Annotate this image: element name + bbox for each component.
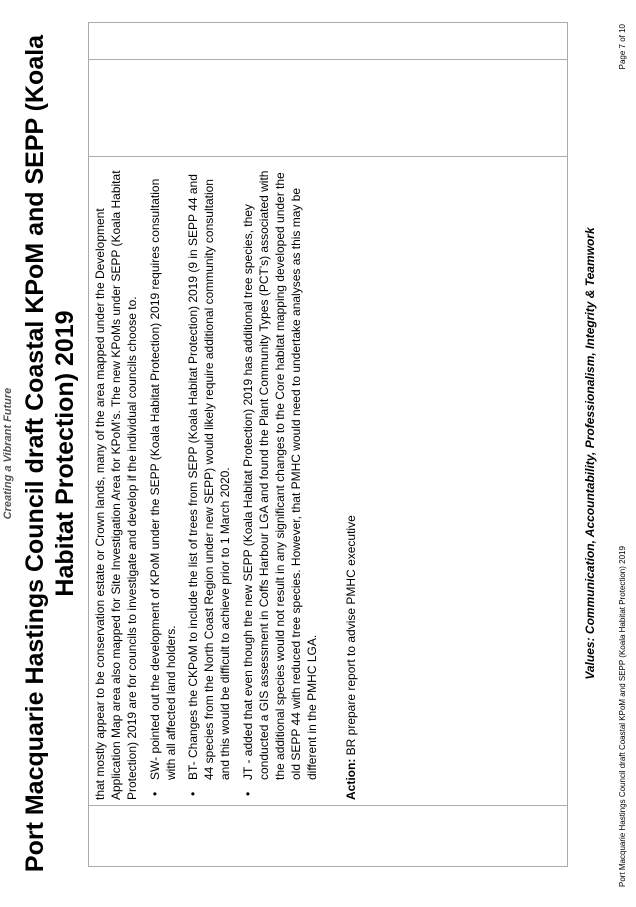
column-divider xyxy=(89,59,567,60)
page-title: Port Macquarie Hastings Council draft Coastal KPoM and SEPP (Koala Habitat Protection) 2019 xyxy=(21,34,79,873)
footer-document-title: Port Macquarie Hastings Council draft Coastal KPoM and SEPP (Koala Habitat Protection) 2019 xyxy=(618,546,627,887)
action-text: BR prepare report to advise PMHC executive xyxy=(343,515,358,759)
action-line xyxy=(343,162,359,800)
action-label: Action: xyxy=(343,758,358,800)
bullet-list xyxy=(147,162,321,800)
minutes-table xyxy=(88,22,568,867)
list-item: • SW- pointed out the development of KPoM under the SEPP (Koala Habitat Protection) 2019 requires consultation with all affected land holders. xyxy=(147,162,179,800)
tagline: Creating a Vibrant Future xyxy=(2,387,14,520)
list-item: • BT- Changes the CKPoM to include the list of trees from SEPP (Koala Habitat Protection) 2019 (9 in SEPP 44 and 44 species from the North Coast Region under new SEPP) would likely require additional community consultation and this would be difficult to achieve prior to 1 March 2020. xyxy=(185,162,234,800)
column-divider xyxy=(89,156,567,157)
values-statement: Values: Communication, Accountability, Professionalism, Integrity & Teamwork xyxy=(583,227,597,680)
intro-paragraph: that mostly appear to be conservation estate or Crown lands, many of the area mapped under the Development Application Map area also mapped for Site Investigation Area for KPoM's. The new KPoMs under SEPP (Koala Habitat Protection) 2019 are for councils to investigate and develop if the individual councils choose to. xyxy=(93,170,140,800)
column-divider xyxy=(89,805,567,806)
list-item: • JT - added that even though the new SEPP (Koala Habitat Protection) 2019 has additional tree species, they conducted a GIS assessment in Coffs Harbour LGA and found the Plant Community Types (PCT's) associated with the additional species would not result in any significant changes to the Core habitat mapping developed under the old SEPP 44 with reduced tree species. However, that PMHC would need to undertake analyses as this may be different in the PMHC LGA. xyxy=(240,162,321,800)
footer-page-number: Page 7 of 10 xyxy=(618,24,627,70)
discussion-cell xyxy=(92,162,359,800)
